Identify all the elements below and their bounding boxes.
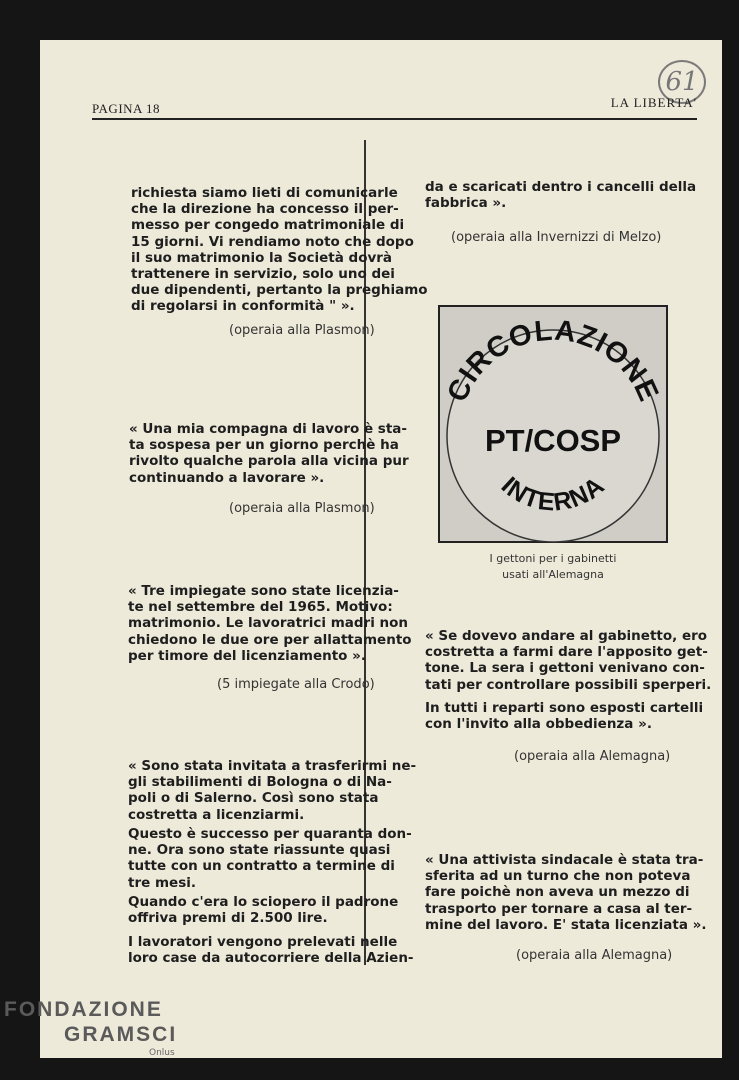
handwritten-page-number: 61 xyxy=(658,60,706,104)
left-paragraph-1: richiesta siamo lieti di comunicarle che la direzione ha concesso il per- messo per congedo matrimoniale di 15 giorni. Vi rendiamo noto che dopo il suo matrimonio la Società dovrà trattenere in servizio, solo uno dei due dipendenti, pertanto la preghiamo di regolarsi in conformità " ». xyxy=(131,185,428,315)
right-paragraph-4: « Una attivista sindacale è stata tra- sferita ad un turno che non poteva fare poichè non aveva un mezzo di trasporto per tornare a casa al ter- mine del lavoro. E' stata licenziata ». xyxy=(425,852,707,933)
right-source-1: (operaia alla Invernizzi di Melzo) xyxy=(451,230,662,245)
page-number: PAGINA 18 xyxy=(92,101,160,116)
publication-name: LA LIBERTA' xyxy=(610,95,697,110)
left-paragraph-4: « Sono stata invitata a trasferirmi ne- gli stabilimenti di Bologna o di Na- poli o di Salerno. Così sono stata costretta a licenziarmi. xyxy=(128,758,417,823)
image-caption: I gettoni per i gabinetti usati all'Alemagna xyxy=(489,552,617,581)
left-paragraph-6: Quando c'era lo sciopero il padrone offriva premi di 2.500 lire. xyxy=(128,894,399,927)
left-source-3: (5 impiegate alla Crodo) xyxy=(217,677,375,692)
stamp-bottom-text: INTERNA xyxy=(495,471,611,517)
left-paragraph-3: « Tre impiegate sono state licenzia- te nel settembre del 1965. Motivo: matrimonio. Le lavoratrici madri non chiedono le due ore per allattamento per timore del licenziamento ». xyxy=(128,583,412,664)
right-source-2: (operaia alla Alemagna) xyxy=(514,749,671,764)
watermark-line-2: GRAMSCI xyxy=(64,1023,178,1046)
left-paragraph-5: Questo è successo per quaranta don- ne. Ora sono state riassunte quasi tutte con un contratto a termine di tre mesi. xyxy=(128,826,412,891)
watermark-line-3: Onlus xyxy=(149,1048,175,1058)
left-paragraph-7: I lavoratori vengono prelevati nelle loro case da autocorriere della Azien- xyxy=(128,934,414,967)
right-paragraph-1: da e scaricati dentro i cancelli della fabbrica ». xyxy=(425,179,697,212)
right-paragraph-3: In tutti i reparti sono esposti cartelli con l'invito alla obbedienza ». xyxy=(425,700,704,733)
stamp-top-text: CIRCOLAZIONE xyxy=(441,314,665,407)
left-source-1: (operaia alla Plasmon) xyxy=(229,323,375,338)
token-stamp-image xyxy=(438,305,668,543)
watermark-line-1: FONDAZIONE xyxy=(4,998,163,1021)
left-paragraph-2: « Una mia compagna di lavoro è sta- ta sospesa per un giorno perchè ha rivolto qualche parola alla vicina pur continuando a lavorare ». xyxy=(129,421,409,486)
left-source-2: (operaia alla Plasmon) xyxy=(229,501,375,516)
stamp-center-text: PT/COSP xyxy=(484,423,622,458)
right-source-3: (operaia alla Alemagna) xyxy=(516,948,673,963)
page-header xyxy=(92,92,697,120)
right-paragraph-2: « Se dovevo andare al gabinetto, ero costretta a farmi dare l'apposito get- tone. La sera i gettoni venivano con- tati per controllare possibili sperperi. xyxy=(425,628,712,693)
